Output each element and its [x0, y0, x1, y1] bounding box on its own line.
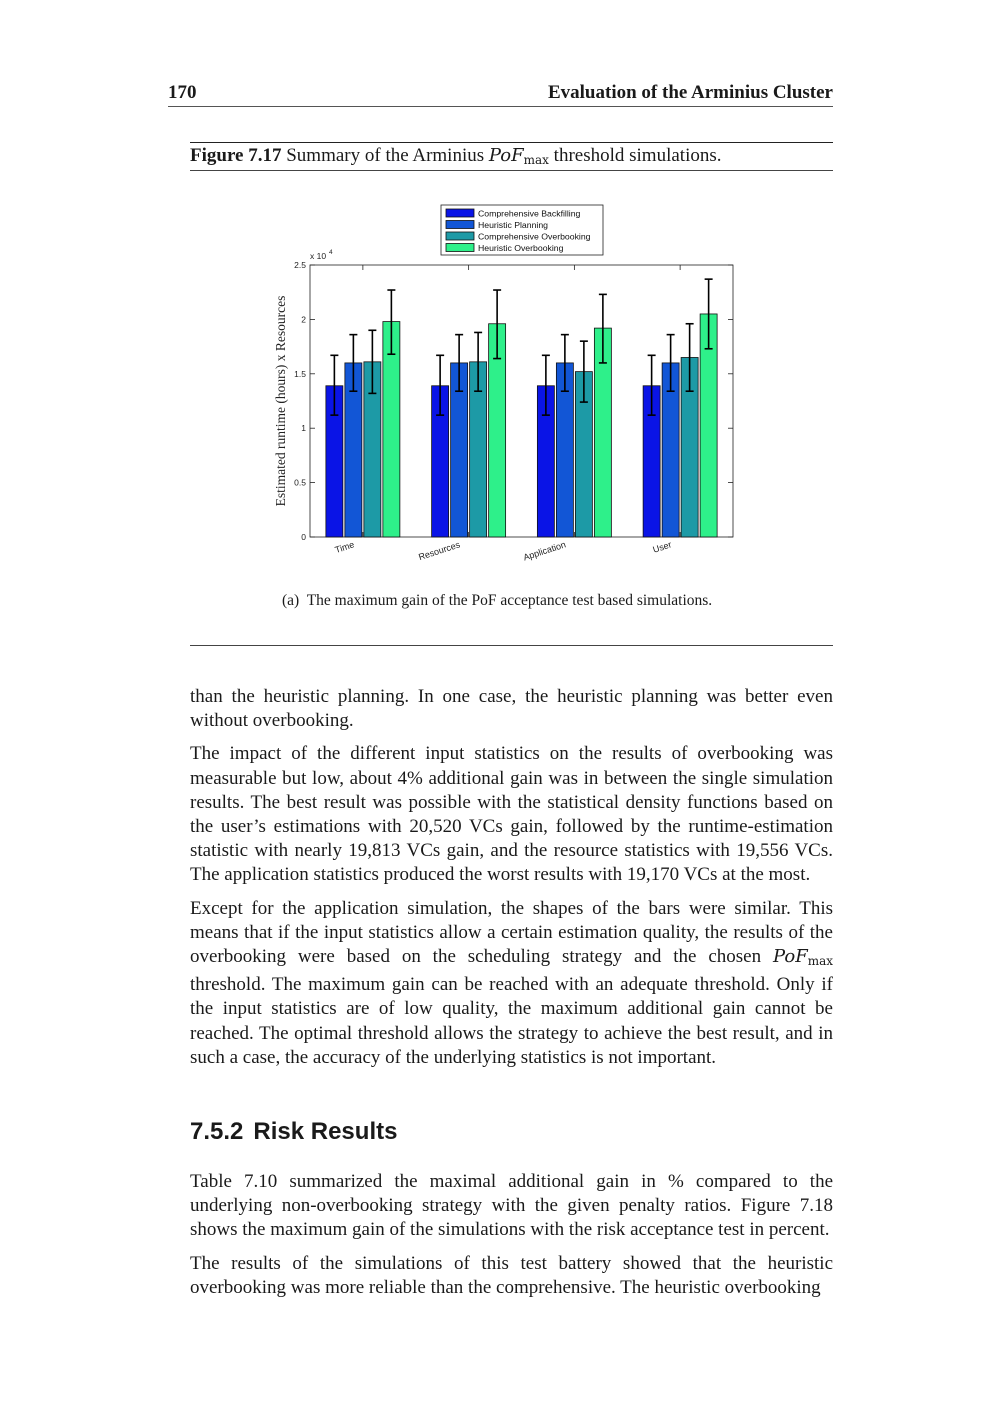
figure-caption-math: PoF$_{max}$ [488, 145, 549, 167]
figure-label: Figure 7.17 [190, 145, 282, 166]
y-multiplier-exponent: 4 [329, 249, 333, 256]
y-multiplier-label: x 10 [310, 251, 327, 261]
y-tick-label: 0.5 [294, 477, 306, 488]
y-tick-label: 1.5 [294, 368, 306, 379]
x-tick-label: Time [333, 539, 356, 555]
paragraph: than the heuristic planning. In one case, the heuristic planning was better even without overbooking. [190, 686, 833, 732]
legend-entry: Heuristic Planning [478, 220, 549, 230]
x-tick-label: User [651, 539, 673, 555]
y-tick-label: 1 [301, 423, 306, 434]
figure-caption-post: threshold simulations. [553, 145, 722, 166]
legend-swatch [446, 244, 474, 252]
paragraph: The impact of the different input statistics on the results of overbooking was measurable but low, about 4% additional gain was in between the single simulation results. The best result was possible with the statistical density functions based on the user’s estimations with 20,520 VCs gain, followed by the runtime-estimation statistic with nearly 19,813 VCs gain, and the resource statistics with 19,556 VCs. The application statistics produced the worst results with 19,170 VCs at the most. [190, 743, 833, 886]
page-number: 170 [168, 82, 197, 103]
x-tick-label: Application [522, 539, 567, 563]
subfigure-label: (a) [282, 592, 300, 609]
legend-swatch [446, 232, 474, 240]
y-axis-label: Estimated runtime (hours) x Resources [273, 295, 288, 507]
paragraph: Table 7.10 summarized the maximal additional gain in % compared to the underlying non-overbooking strategy with the given penalty ratios. Figure 7.18 shows the maximum gain of the simulations with the risk acceptance test in percent. [190, 1171, 833, 1241]
figure-caption [190, 142, 833, 171]
inline-math: PoF$_{max}$ [772, 946, 834, 969]
y-tick-label: 2.5 [294, 260, 306, 270]
legend-swatch [446, 209, 474, 217]
section-number: 7.5.2 [190, 1118, 244, 1145]
running-header [168, 80, 833, 107]
x-tick-label: Resources [417, 539, 462, 563]
figure-caption-pre: Summary of the Arminius [286, 145, 485, 166]
legend-swatch [446, 221, 474, 229]
paragraph: Except for the application simulation, the shapes of the bars were similar. This means that if the input statistics allow a certain estimation quality, the results of the overbooking were based on the scheduling strategy and the chosen PoF$_{max}$ threshold. The maximum gain can be reached with an adequate threshold. Only if the input statistics are of low quality, the maximum additional gain cannot be reached. The optimal threshold allows the strategy to achieve the best result, and in such a case, the accuracy of the underlying statistics is not important. [190, 897, 834, 1068]
legend-entry: Comprehensive Overbooking [478, 231, 591, 242]
chart-legend [441, 205, 603, 255]
y-tick-label: 0 [301, 532, 306, 542]
bar-chart [260, 195, 750, 580]
body-text-upper [190, 685, 833, 1079]
body-text-lower [190, 1170, 833, 1309]
legend-entry: Heuristic Overbooking [478, 243, 564, 253]
y-tick-label: 2 [301, 314, 306, 325]
chapter-title: Evaluation of the Arminius Cluster [547, 82, 833, 103]
legend-entry: Comprehensive Backfilling [478, 208, 581, 219]
section-title: Risk Results [253, 1118, 398, 1145]
subfigure-text: The maximum gain of the PoF acceptance test based simulations. [306, 592, 713, 609]
figure-bottom-rule [190, 645, 833, 646]
section-heading [190, 1118, 833, 1146]
chart-bars [326, 279, 717, 537]
paragraph: The results of the simulations of this test battery showed that the heuristic overbooking was more reliable than the comprehensive. The heuristic overbooking [190, 1252, 833, 1298]
subfigure-caption [282, 592, 712, 610]
